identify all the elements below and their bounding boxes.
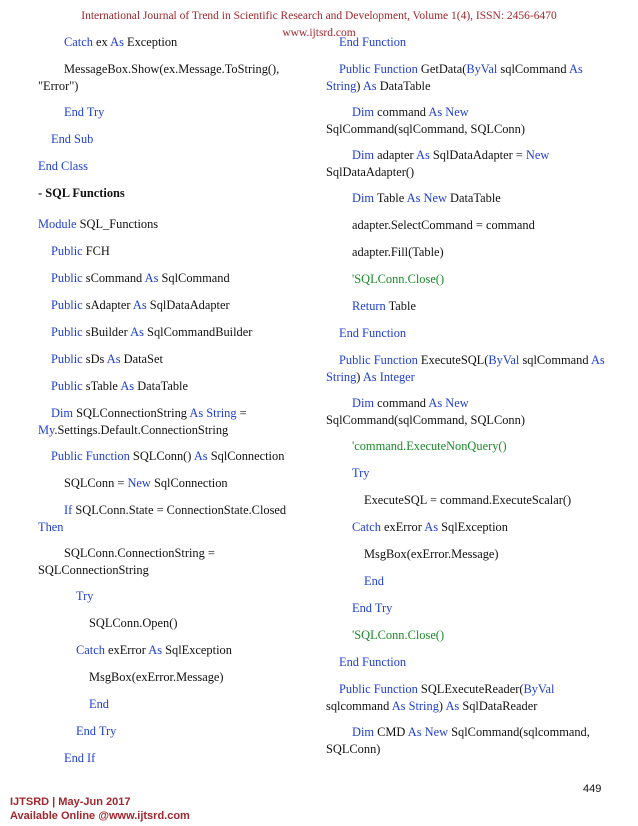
code-line: End xyxy=(364,574,384,588)
code-line: Public Function ExecuteSQL(ByVal sqlCommand As String) As Integer xyxy=(326,353,605,384)
code-line: SQLConn.Open() xyxy=(89,616,178,630)
code-line: If SQLConn.State = ConnectionState.Closed Then xyxy=(38,503,287,534)
journal-url: www.ijtsrd.com xyxy=(282,27,356,39)
code-line: MsgBox(exError.Message) xyxy=(89,670,224,684)
section-heading: - SQL Functions xyxy=(38,186,125,200)
code-comment: 'SQLConn.Close() xyxy=(352,272,445,286)
journal-title: International Journal of Trend in Scientific Research and Development, Volume 1(4), ISSN: 2456-6470 xyxy=(81,10,557,22)
code-line: End Try xyxy=(76,724,117,738)
code-line: ExecuteSQL = command.ExecuteScalar() xyxy=(364,493,572,507)
left-code-column xyxy=(38,34,300,777)
code-line: Module SQL_Functions xyxy=(38,217,159,231)
code-line: Dim command As New SqlCommand(sqlCommand, SQLConn) xyxy=(326,396,525,427)
code-line: Public Function SQLExecuteReader(ByVal sqlcommand As String) As SqlDataReader xyxy=(326,682,555,713)
code-line: Dim command As New SqlCommand(sqlCommand, SQLConn) xyxy=(326,105,525,136)
code-line: End Try xyxy=(64,105,105,119)
code-comment: 'SQLConn.Close() xyxy=(352,628,445,642)
code-line: Dim SQLConnectionString As String = My.Settings.Default.ConnectionString xyxy=(38,406,247,437)
code-line: End Sub xyxy=(51,132,94,146)
code-line: MessageBox.Show(ex.Message.ToString(), "Error") xyxy=(38,62,280,93)
code-line: Public sCommand As SqlCommand xyxy=(51,271,230,285)
code-line: Catch ex As Exception xyxy=(64,35,178,49)
footer-issue: IJTSRD | May-Jun 2017 xyxy=(10,796,131,808)
code-line: SQLConn = New SqlConnection xyxy=(64,476,228,490)
code-line: Public sBuilder As SqlCommandBuilder xyxy=(51,325,253,339)
code-line: End If xyxy=(64,751,96,765)
code-line: adapter.Fill(Table) xyxy=(352,245,444,259)
code-line: Public FCH xyxy=(51,244,110,258)
code-line: End Class xyxy=(38,159,88,173)
code-line: Dim adapter As SqlDataAdapter = New SqlDataAdapter() xyxy=(326,148,550,179)
code-line: Dim CMD As New SqlCommand(sqlcommand, SQLConn) xyxy=(326,725,590,756)
code-line: Try xyxy=(352,466,370,480)
code-line: MsgBox(exError.Message) xyxy=(364,547,499,561)
code-line: End Try xyxy=(352,601,393,615)
journal-footer xyxy=(10,795,190,823)
code-line: Public sAdapter As SqlDataAdapter xyxy=(51,298,230,312)
code-line: adapter.SelectCommand = command xyxy=(352,218,535,232)
code-line: Public sDs As DataSet xyxy=(51,352,163,366)
code-line: Return Table xyxy=(352,299,416,313)
page-number: 449 xyxy=(583,783,602,795)
code-line: Catch exError As SqlException xyxy=(352,520,508,534)
code-line: End Function xyxy=(339,35,407,49)
code-comment: 'command.ExecuteNonQuery() xyxy=(352,439,507,453)
code-line: Try xyxy=(76,589,94,603)
code-line: Public Function SQLConn() As SqlConnection xyxy=(51,449,285,463)
footer-availability: Available Online @www.ijtsrd.com xyxy=(10,810,190,822)
code-line: Catch exError As SqlException xyxy=(76,643,232,657)
right-code-column xyxy=(326,34,606,767)
code-line: End Function xyxy=(339,655,407,669)
code-line: Dim Table As New DataTable xyxy=(352,191,501,205)
code-line: Public sTable As DataTable xyxy=(51,379,188,393)
code-line: Public Function GetData(ByVal sqlCommand As String) As DataTable xyxy=(326,62,583,93)
code-line: End Function xyxy=(339,326,407,340)
code-line: SQLConn.ConnectionString = SQLConnectionString xyxy=(38,546,215,577)
code-line: End xyxy=(89,697,109,711)
